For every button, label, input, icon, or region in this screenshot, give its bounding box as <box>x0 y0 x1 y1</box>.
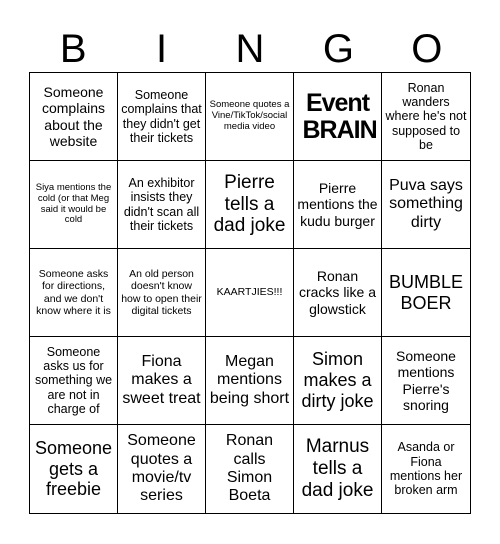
square-text: An old person doesn't know how to open their digital tickets <box>121 268 202 317</box>
square-text: Someone quotes a movie/tv series <box>127 432 196 505</box>
bingo-square[interactable] <box>206 249 294 337</box>
bingo-card-grid <box>29 72 471 514</box>
square-text: Someone asks for directions, and we don't know where it is <box>36 268 111 317</box>
square-text: Siya mentions the cold (or that Meg said it would be cold <box>35 181 112 226</box>
header-letter-n: N <box>235 27 265 71</box>
square-text: Simon makes a dirty joke <box>301 349 374 411</box>
bingo-header <box>29 24 471 74</box>
bingo-square[interactable] <box>382 337 470 425</box>
bingo-square[interactable] <box>206 73 294 161</box>
bingo-square[interactable] <box>30 425 118 513</box>
bingo-square[interactable] <box>294 425 382 513</box>
bingo-square[interactable] <box>382 249 470 337</box>
square-text: KAARTJIES!!! <box>216 286 283 299</box>
bingo-square[interactable] <box>206 161 294 249</box>
square-text: Someone gets a freebie <box>34 437 113 500</box>
square-text: Megan mentions being short <box>209 352 290 407</box>
bingo-square[interactable] <box>382 425 470 513</box>
bingo-square[interactable] <box>30 337 118 425</box>
header-letter-o: O <box>411 27 443 71</box>
square-text: Marnus tells a dad joke <box>301 436 374 501</box>
bingo-square[interactable] <box>118 425 206 513</box>
bingo-square[interactable] <box>382 73 470 161</box>
square-text: Someone quotes a Vine/TikTok/social media video <box>209 99 290 132</box>
bingo-square[interactable] <box>118 249 206 337</box>
event-brain-logo: Event BRAIN <box>302 89 377 144</box>
header-letter-b: B <box>59 27 87 71</box>
square-text: Puva says something dirty <box>389 176 463 231</box>
square-text: Ronan cracks like a glowstick <box>298 268 377 317</box>
bingo-square[interactable] <box>206 337 294 425</box>
bingo-square[interactable] <box>294 161 382 249</box>
bingo-square[interactable] <box>206 425 294 513</box>
square-text: BUMBLE BOER <box>388 271 464 313</box>
bingo-square[interactable] <box>30 161 118 249</box>
bingo-square[interactable] <box>382 161 470 249</box>
bingo-square[interactable] <box>118 73 206 161</box>
bingo-square[interactable] <box>118 337 206 425</box>
square-text: Someone complains that they didn't get their tickets <box>121 87 202 145</box>
bingo-square[interactable] <box>30 249 118 337</box>
square-text: Ronan wanders where he's not supposed to be <box>385 80 467 153</box>
square-text: Pierre mentions the kudu burger <box>297 180 378 229</box>
square-text: Someone mentions Pierre's snoring <box>396 348 456 413</box>
header-letter-i: I <box>156 27 168 71</box>
bingo-square[interactable] <box>294 249 382 337</box>
square-text: Ronan calls Simon Boeta <box>225 432 274 505</box>
bingo-square[interactable] <box>118 161 206 249</box>
header-letter-g: G <box>322 27 354 71</box>
square-text: Asanda or Fiona mentions her broken arm <box>389 440 463 498</box>
bingo-square[interactable] <box>30 73 118 161</box>
square-text: Someone asks us for something we are not in charge of <box>34 344 113 417</box>
square-text: Someone complains about the website <box>41 84 106 149</box>
bingo-square[interactable] <box>294 337 382 425</box>
bingo-square[interactable] <box>294 73 382 161</box>
square-text: Fiona makes a sweet treat <box>122 352 201 407</box>
square-text: Pierre tells a dad joke <box>213 171 286 237</box>
square-text: An exhibitor insists they didn't scan all their tickets <box>123 175 200 233</box>
